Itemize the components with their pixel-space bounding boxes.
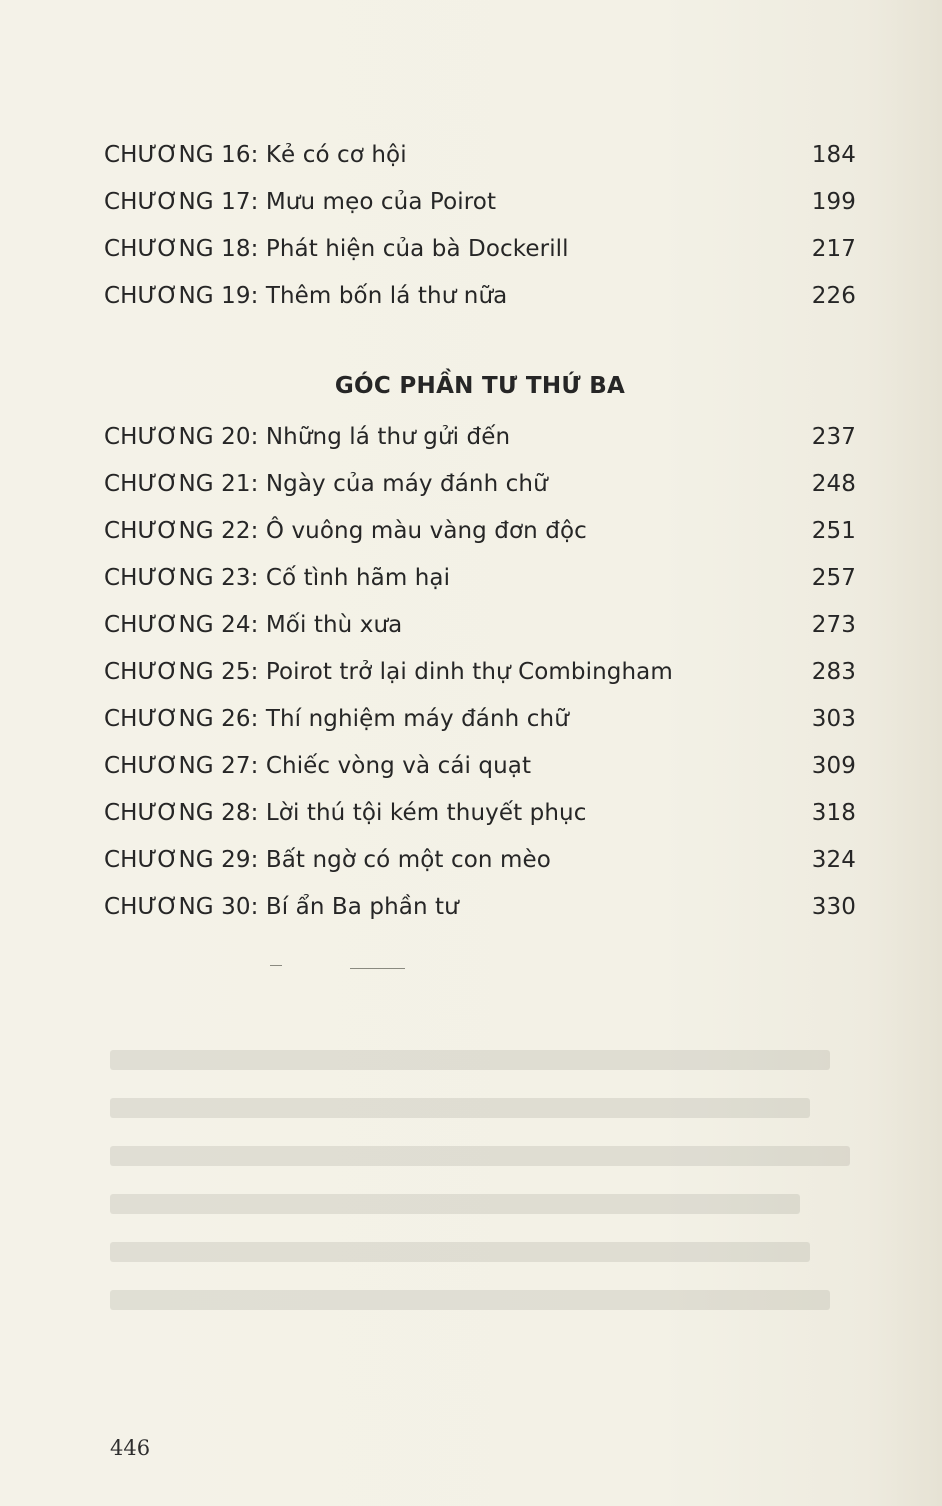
chapter-page-number: 199 [811, 189, 856, 215]
toc-list-part-two [104, 138, 856, 326]
toc-entry [104, 843, 856, 890]
chapter-title: CHƯƠNG 24: Mối thù xưa [104, 612, 403, 638]
toc-entry [104, 420, 856, 467]
chapter-page-number: 248 [811, 471, 856, 497]
page-number: 446 [110, 1436, 151, 1460]
toc-entry [104, 138, 856, 185]
chapter-page-number: 283 [811, 659, 856, 685]
chapter-page-number: 324 [811, 847, 856, 873]
toc-entry [104, 185, 856, 232]
chapter-title: CHƯƠNG 27: Chiếc vòng và cái quạt [104, 753, 532, 779]
chapter-page-number: 273 [811, 612, 856, 638]
toc-entry [104, 890, 856, 937]
chapter-page-number: 330 [811, 894, 856, 920]
chapter-page-number: 303 [811, 706, 856, 732]
chapter-page-number: 309 [811, 753, 856, 779]
toc-entry [104, 232, 856, 279]
toc-entry [104, 279, 856, 326]
chapter-page-number: 257 [811, 565, 856, 591]
toc-list-part-three [104, 420, 856, 937]
chapter-title: CHƯƠNG 29: Bất ngờ có một con mèo [104, 847, 551, 873]
chapter-page-number: 184 [811, 142, 856, 168]
chapter-title: CHƯƠNG 19: Thêm bốn lá thư nữa [104, 283, 508, 309]
toc-entry [104, 702, 856, 749]
chapter-title: CHƯƠNG 17: Mưu mẹo của Poirot [104, 189, 497, 215]
chapter-page-number: 251 [811, 518, 856, 544]
chapter-title: CHƯƠNG 20: Những lá thư gửi đến [104, 424, 511, 450]
chapter-title: CHƯƠNG 21: Ngày của máy đánh chữ [104, 471, 548, 497]
chapter-page-number: 318 [811, 800, 856, 826]
toc-entry [104, 467, 856, 514]
section-heading: GÓC PHẦN TƯ THỨ BA [334, 373, 626, 399]
toc-entry [104, 514, 856, 561]
chapter-title: CHƯƠNG 18: Phát hiện của bà Dockerill [104, 236, 569, 262]
toc-entry [104, 561, 856, 608]
chapter-page-number: 237 [811, 424, 856, 450]
chapter-page-number: 226 [811, 283, 856, 309]
toc-entry [104, 608, 856, 655]
chapter-title: CHƯƠNG 23: Cố tình hãm hại [104, 565, 451, 591]
print-mark [270, 965, 282, 966]
toc-entry [104, 749, 856, 796]
chapter-title: CHƯƠNG 26: Thí nghiệm máy đánh chữ [104, 706, 569, 732]
chapter-title: CHƯƠNG 25: Poirot trở lại dinh thự Combingham [104, 659, 673, 685]
print-mark [350, 968, 405, 969]
toc-entry [104, 796, 856, 843]
chapter-title: CHƯƠNG 22: Ô vuông màu vàng đơn độc [104, 518, 587, 544]
chapter-page-number: 217 [811, 236, 856, 262]
chapter-title: CHƯƠNG 28: Lời thú tội kém thuyết phục [104, 800, 587, 826]
toc-entry [104, 655, 856, 702]
chapter-title: CHƯƠNG 30: Bí ẩn Ba phần tư [104, 894, 459, 920]
chapter-title: CHƯƠNG 16: Kẻ có cơ hội [104, 142, 407, 168]
show-through-text [110, 1030, 870, 1330]
